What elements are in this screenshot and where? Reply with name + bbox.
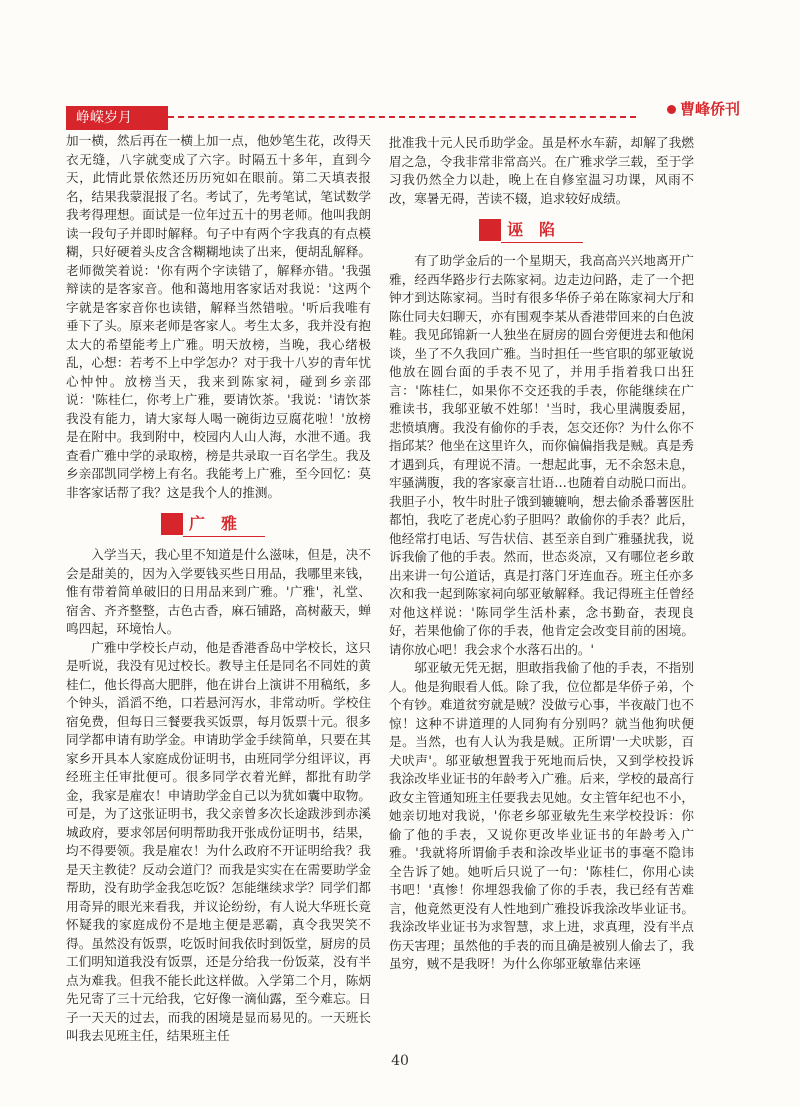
paragraph: 邬亚敏无凭无据，胆敢指我偷了他的手表，不指别人。他是狗眼看人低。除了我，位位都是华侨子弟，个个有钞。难道贫穷就是贼？没做亏心事，半夜敲门也不惊！这种不讲道理的人同狗有分别吗？就当他狗吠便是。当然，也有人认为我是贼。正所谓'一犬吠影，百犬吠声'。邬亚敏想置我于死地而后快，又到学校投诉我涂改毕业证书的年龄考入广雅。后来，学校的最高行政女主管通知班主任要我去见她。女主管年纪也不小，她亲切地对我说，'你老乡邬亚敏先生来学校投诉：你偷了他的手表，又说你更改毕业证书的年龄考入广雅。'我就将所谓偷手表和涂改毕业证书的事毫不隐讳全告诉了她。她听后只说了一句：'陈桂仁，你用心读书吧！'真惨！你埋怨我偷了你的手表，我已经有苦难言，他竟然更没有人性地到广雅投诉我涂改毕业证书。我涂改毕业证书为求智慧，求上进，求真理，没有半点伤天害理；虽然他的手表的而且确是被别人偷去了，我虽穷，贼不是我呀！为什么你邬亚敏靠估来诬 xyxy=(389,660,694,971)
right-column xyxy=(389,134,694,974)
magazine-brand xyxy=(630,96,740,122)
page-header xyxy=(0,0,800,140)
paragraph: 入学当天，我心里不知道是什么滋味，但是，决不会是甜美的，因为入学要钱买些日用品，我哪里来钱，惟有带着简单破旧的日用品来到广雅。'广雅'，礼堂、宿舍、齐齐整整，古色古香，麻石铺路，高树蔽天，蝉鸣四起，环境怡人。 xyxy=(66,547,371,636)
section-heading-wuxian xyxy=(389,212,694,246)
paragraph: 广雅中学校长卢动，他是香港香岛中学校长，这只是听说，我没有见过校长。教导主任是同名不同姓的黄桂仁，他长得高大肥胖，他在讲台上演讲不用稿纸，多个钟头，滔滔不绝，口若悬河泻水，非常动听。学校住宿免费，但每日三餐要我买饭票，每月饭票十元。很多同学都申请有助学金。申请助学金手续简单，只要在其家乡开具本人家庭成份证明书，由班同学分组评议，再经班主任审批便可。很多同学衣着光鲜，都批有助学金，我家是雇农！申请助学金自己以为犹如囊中取物。可是，为了这张证明书，我父亲曾多次长途跋涉到赤溪城政府，要求邻居何明帮助我开张成份证明书，结果，均不得要领。我是雇农！为什么政府不开证明给我？我是天主教徒？反动会道门？而我是实实在在需要助学金帮助，没有助学金我怎吃饭？怎能继续求学？同学们都用奇异的眼光来看我，并议论纷纷，有人说大华班长竟怀疑我的家庭成份不是地主便是恶霸，真令我哭笑不得。虽然没有饭票，吃饭时间我依时到饭堂，厨房的员工们明知道我没有饭票，还是分给我一份饭菜，没有半点为难我。但我不能长此这样做。入学第二个月，陈炳先兄寄了三十元给我，它好像一滴仙露，至今难忘。日子一天天的过去，而我的困境是显而易见的。一天班长叫我去见班主任，结果班主任 xyxy=(66,639,371,1043)
paragraph: 加一横，然后再在一横上加一点，他妙笔生花，改得天衣无缝，八字就变成了六字。时隔五十多年，直到今天，此情此景依然还历历宛如在眼前。第二天填表报名，结果我蒙混报了名。考试了，先考笔试，笔试数学我考得理想。面试是一位年过五十的男老师。他叫我朗读一段句子并即时解释。句子中有两个字我真的有点模糊，只好硬着头皮含含糊糊地读了出来，便胡乱解释。老师微笑着说：'你有两个字读错了，解释亦错。'我强辩读的是客家音。他和蔼地用客家话对我说：'这两个字就是客家音你也读错，解释当然错啦。'听后我唯有垂下了头。原来老师是客家人。考生太多，我并没有抱太大的希望能考上广雅。明天放榜，当晚，我心绪极乱，心想：若考不上中学怎办？对于我十八岁的青年忧心忡忡。放榜当天，我来到陈家祠，碰到乡亲邵说：'陈桂仁，你考上广雅，要请饮茶。'我说：'请饮茶我没有能力，请大家每人喝一碗街边豆腐花啦！'放榜是在附中。我到附中，校园内人山人海，水泄不通。我查看广雅中学的录取榜，榜是共录取一百名学生。我及乡亲邵凯同学榜上有名。我能考上广雅，至今回忆：莫非客家话帮了我？这是我个人的推测。 xyxy=(66,133,371,500)
section-marker-icon xyxy=(479,219,501,241)
section-marker-icon xyxy=(161,513,183,535)
brand-dot-icon xyxy=(667,105,676,114)
header-dashed-rule xyxy=(168,116,636,118)
paragraph: 有了助学金后的一个星期天，我高高兴兴地离开广雅，经西华路步行去陈家祠。边走边问路，走了一个把钟才到达陈家祠。当时有很多华侨子弟在陈家祠大厅和陈仕同夫妇聊天，亦有围观李某从香港带回来的白色波鞋。我见邱锦新一人独坐在厨房的圆台旁便进去和他闲谈，坐了不久我回广雅。当时担任一些官职的邬亚敏说他放在圆台面的手表不见了，并用手指着我口出狂言：'陈桂仁，如果你不交还我的手表，你能继续在广雅读书，我邬亚敏不姓邬！'当时，我心里满腹委屈，悲愤填膺。我没有偷你的手表，怎交还你？为什么你不指邱某？他坐在这里许久，而你偏偏指我是贼。真是秀才遇到兵，有理说不清。一想起此事，无不余怒未息，牢骚满腹，我的客家豪言壮语…也随着自动脱口而出。我胆子小，牧牛时肚子饿到辘辘响，想去偷杀番薯医肚都怕，我吃了老虎心豹子胆吗？敢偷你的手表？此后，他经常打电话、写告状信、甚至亲自到广雅骚扰我，说诉我偷了他的手表。然而，世态炎凉，又有哪位老乡敢出来讲一句公道话，真是打落门牙连血吞。班主任亦多次和我一起到陈家祠向邬亚敏解释。我记得班主任曾经对他这样说：'陈同学生活朴素，念书勤奋，表现良好，若果他偷了你的手表，他肯定会改变目前的困境。请你放心吧！我会求个水落石出的。' xyxy=(389,253,694,657)
brand-text: 曹峰侨刊 xyxy=(679,100,740,118)
section-title: 广 雅 xyxy=(183,512,265,537)
section-tab: 峥嵘岁月 xyxy=(66,106,168,130)
page-number: 40 xyxy=(391,1053,409,1069)
left-column xyxy=(66,132,371,1046)
paragraph: 批准我十元人民币助学金。虽是杯水车薪，却解了我燃眉之急，令我非常非常高兴。在广雅求学三载，至于学习我仍然全力以赴，晚上在自修室温习功课，风雨不改，寒暑无碍，苦读不辍，追求较好成绩。 xyxy=(389,135,694,206)
section-title: 诬 陷 xyxy=(501,218,583,243)
section-heading-guangya xyxy=(66,506,371,540)
